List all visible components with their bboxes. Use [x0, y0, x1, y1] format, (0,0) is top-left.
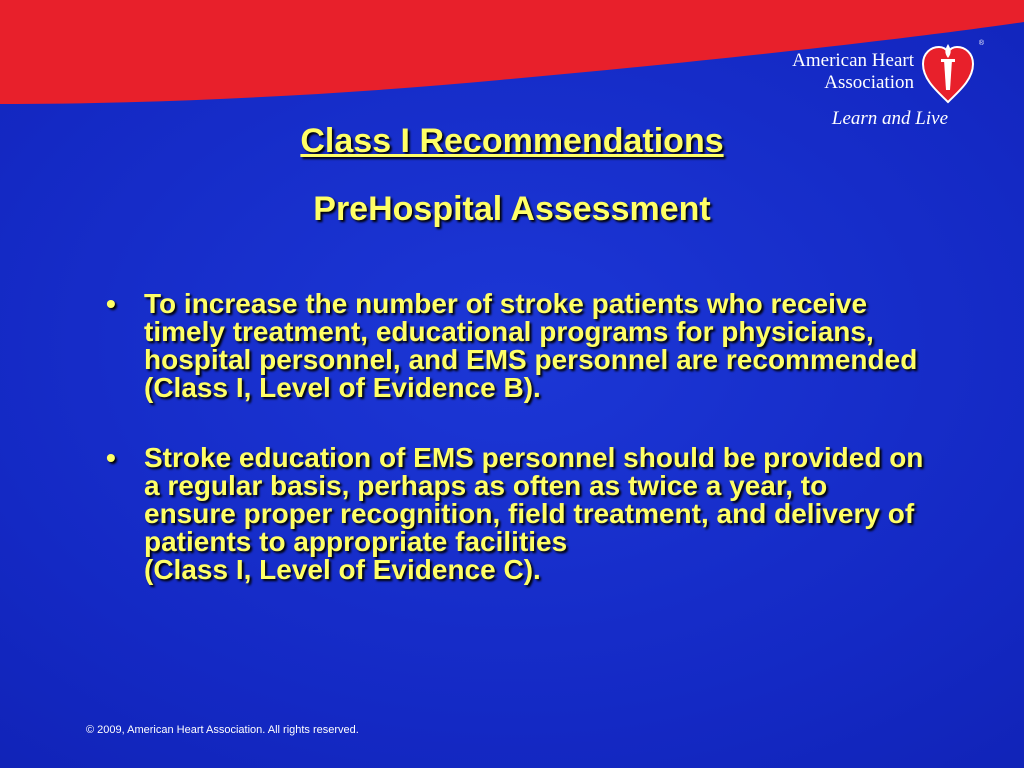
- slide-title: Class I Recommendations: [300, 122, 724, 160]
- logo-tagline: Learn and Live: [831, 108, 948, 129]
- aha-logo: [758, 38, 998, 134]
- bullet-evidence: (Class I, Level of Evidence C).: [144, 554, 541, 585]
- bullet-text: Stroke education of EMS personnel should be provided on a regular basis, perhaps as often as twice a year, to ensure proper recognition, field treatment, and delivery of patients to appropriate facilities: [144, 442, 924, 557]
- logo-line-1: American Heart: [792, 50, 914, 71]
- slide-subtitle: PreHospital Assessment: [313, 190, 711, 228]
- logo-wordmark: [792, 50, 914, 94]
- bullet-list: [106, 290, 926, 626]
- bullet-text: To increase the number of stroke patients who receive timely treatment, educational programs for physicians, hospital personnel, and EMS personnel are recommended: [144, 288, 918, 375]
- copyright-footer: © 2009, American Heart Association. All rights reserved.: [86, 724, 359, 736]
- heart-torch-icon: [920, 42, 976, 104]
- bullet-item: [106, 290, 926, 402]
- trademark-symbol: ®: [978, 40, 984, 47]
- logo-line-2: Association: [824, 72, 914, 93]
- bullet-evidence: (Class I, Level of Evidence B).: [144, 372, 541, 403]
- bullet-marker: •: [106, 442, 116, 473]
- bullet-marker: •: [106, 288, 116, 319]
- bullet-item: [106, 444, 926, 584]
